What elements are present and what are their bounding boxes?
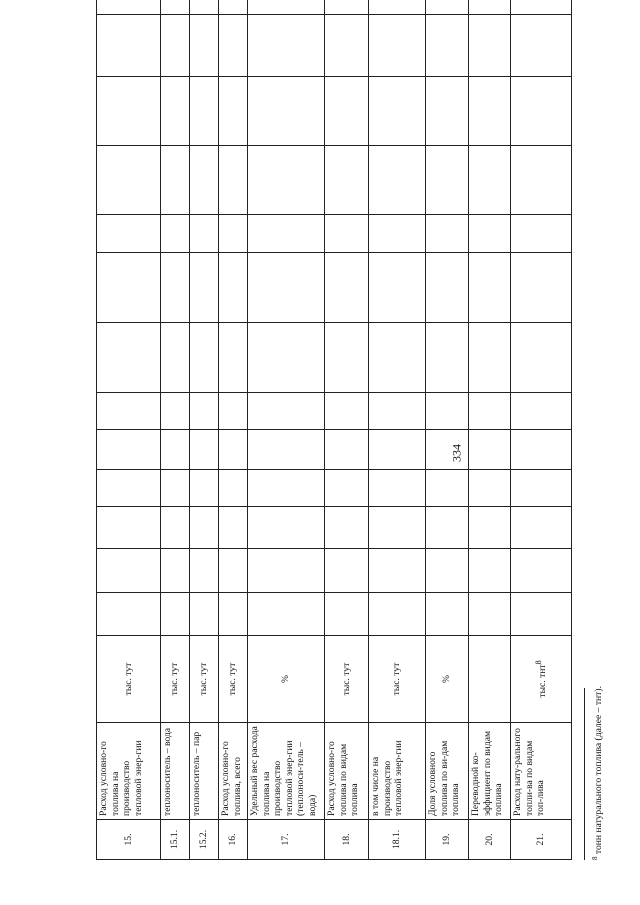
table-row	[325, 0, 369, 860]
row-number: 18.	[325, 820, 369, 860]
empty-value-cell	[161, 253, 190, 323]
empty-value-cell	[248, 146, 325, 215]
table-row	[161, 0, 190, 860]
rotated-page-content	[96, 30, 605, 860]
empty-value-cell	[161, 215, 190, 253]
row-indicator-name: Расход нату-рального топли-ва по видам топ-лива	[511, 723, 572, 820]
footnote	[591, 686, 604, 860]
empty-value-cell	[369, 470, 426, 507]
empty-value-cell	[190, 146, 219, 215]
empty-value-cell	[511, 215, 572, 253]
row-unit	[369, 636, 426, 723]
unit-label: тыс. тут	[391, 662, 403, 696]
empty-value-cell	[325, 470, 369, 507]
empty-value-cell	[219, 215, 248, 253]
empty-value-cell	[369, 215, 426, 253]
empty-value-cell	[219, 593, 248, 636]
empty-value-cell	[97, 323, 161, 393]
empty-value-cell	[325, 146, 369, 215]
empty-value-cell	[97, 393, 161, 430]
row-unit	[248, 636, 325, 723]
empty-value-cell	[97, 470, 161, 507]
empty-value-cell	[161, 323, 190, 393]
empty-value-cell	[369, 507, 426, 549]
empty-value-cell	[325, 253, 369, 323]
empty-value-cell	[219, 549, 248, 593]
empty-value-cell	[325, 215, 369, 253]
empty-value-cell	[190, 507, 219, 549]
empty-value-cell	[161, 146, 190, 215]
row-number: 16.	[219, 820, 248, 860]
empty-value-cell	[469, 0, 511, 15]
empty-value-cell	[469, 15, 511, 77]
fuel-consumption-table	[96, 0, 572, 860]
table-row	[426, 0, 469, 860]
table-row	[190, 0, 219, 860]
empty-value-cell	[219, 15, 248, 77]
empty-value-cell	[190, 393, 219, 430]
unit-label: тыс. тут	[340, 662, 352, 696]
empty-value-cell	[97, 549, 161, 593]
empty-value-cell	[219, 507, 248, 549]
row-indicator-name: Доля условного топлива по ви-дам топлива	[426, 723, 469, 820]
empty-value-cell	[219, 470, 248, 507]
empty-value-cell	[161, 430, 190, 470]
table-body	[97, 0, 572, 860]
empty-value-cell	[469, 323, 511, 393]
empty-value-cell	[511, 15, 572, 77]
empty-value-cell	[469, 215, 511, 253]
unit-label: тыс. тнт	[537, 664, 549, 698]
empty-value-cell	[325, 393, 369, 430]
empty-value-cell	[248, 430, 325, 470]
empty-value-cell	[469, 507, 511, 549]
empty-value-cell	[248, 393, 325, 430]
empty-value-cell	[325, 593, 369, 636]
row-indicator-name: теплоноситель – пар	[190, 723, 219, 820]
empty-value-cell	[426, 0, 469, 15]
row-indicator-name: Расход условно-го топлива, всего	[219, 723, 248, 820]
empty-value-cell	[161, 393, 190, 430]
empty-value-cell	[248, 593, 325, 636]
empty-value-cell	[161, 470, 190, 507]
empty-value-cell	[219, 0, 248, 15]
empty-value-cell	[97, 0, 161, 15]
row-number: 15.1.	[161, 820, 190, 860]
empty-value-cell	[248, 549, 325, 593]
empty-value-cell	[248, 507, 325, 549]
unit-footnote-marker: 8	[534, 660, 544, 665]
empty-value-cell	[369, 77, 426, 146]
empty-value-cell	[190, 77, 219, 146]
empty-value-cell	[97, 215, 161, 253]
empty-value-cell	[426, 593, 469, 636]
empty-value-cell	[219, 430, 248, 470]
unit-label: тыс. тут	[169, 662, 181, 696]
empty-value-cell	[426, 215, 469, 253]
empty-value-cell	[469, 146, 511, 215]
row-number: 19.	[426, 820, 469, 860]
table-row	[219, 0, 248, 860]
empty-value-cell	[219, 146, 248, 215]
empty-value-cell	[190, 0, 219, 15]
empty-value-cell	[426, 15, 469, 77]
unit-label: %	[441, 675, 453, 683]
empty-value-cell	[219, 253, 248, 323]
empty-value-cell	[97, 593, 161, 636]
row-unit	[469, 636, 511, 723]
empty-value-cell	[97, 146, 161, 215]
row-unit	[161, 636, 190, 723]
page-number: 334	[449, 444, 464, 462]
empty-value-cell	[248, 253, 325, 323]
empty-value-cell	[511, 470, 572, 507]
row-unit	[219, 636, 248, 723]
row-number: 20.	[469, 820, 511, 860]
empty-value-cell	[469, 430, 511, 470]
empty-value-cell	[248, 323, 325, 393]
row-indicator-name: Расход условно-го топлива на производство тепловой энер-гии	[97, 723, 161, 820]
row-indicator-name: Удельный вес расхода топлива на производство тепловой энер-гии (теплоноси-тель – вода)	[248, 723, 325, 820]
empty-value-cell	[190, 15, 219, 77]
empty-value-cell	[219, 77, 248, 146]
empty-value-cell	[325, 77, 369, 146]
empty-value-cell	[469, 549, 511, 593]
empty-value-cell	[426, 253, 469, 323]
empty-value-cell	[369, 393, 426, 430]
table-row	[511, 0, 572, 860]
row-number: 21.	[511, 820, 572, 860]
row-indicator-name: в том числе на производство тепловой энер-гии	[369, 723, 426, 820]
empty-value-cell	[426, 470, 469, 507]
table-row	[369, 0, 426, 860]
row-unit	[426, 636, 469, 723]
empty-value-cell	[190, 323, 219, 393]
empty-value-cell	[248, 15, 325, 77]
empty-value-cell	[426, 77, 469, 146]
empty-value-cell	[219, 393, 248, 430]
row-indicator-name: Расход условно-го топлива по видам топлива	[325, 723, 369, 820]
empty-value-cell	[511, 253, 572, 323]
empty-value-cell	[97, 507, 161, 549]
footnote-text: тонн натурального топлива (далее – тнт).	[593, 686, 605, 857]
row-number: 17.	[248, 820, 325, 860]
empty-value-cell	[248, 0, 325, 15]
row-unit	[97, 636, 161, 723]
unit-label: тыс. тут	[227, 662, 239, 696]
unit-label: тыс. тут	[198, 662, 210, 696]
row-number: 15.	[97, 820, 161, 860]
empty-value-cell	[325, 430, 369, 470]
empty-value-cell	[161, 507, 190, 549]
empty-value-cell	[469, 77, 511, 146]
empty-value-cell	[325, 323, 369, 393]
empty-value-cell	[190, 430, 219, 470]
empty-value-cell	[161, 593, 190, 636]
empty-value-cell	[511, 507, 572, 549]
empty-value-cell	[190, 215, 219, 253]
empty-value-cell	[469, 393, 511, 430]
empty-value-cell	[426, 430, 469, 470]
empty-value-cell	[97, 430, 161, 470]
table-row	[248, 0, 325, 860]
row-unit	[190, 636, 219, 723]
footnote-marker: 8	[591, 856, 599, 860]
empty-value-cell	[161, 15, 190, 77]
empty-value-cell	[511, 549, 572, 593]
empty-value-cell	[369, 0, 426, 15]
empty-value-cell	[97, 77, 161, 146]
empty-value-cell	[190, 253, 219, 323]
empty-value-cell	[369, 549, 426, 593]
empty-value-cell	[511, 77, 572, 146]
empty-value-cell	[511, 430, 572, 470]
row-number: 15.2.	[190, 820, 219, 860]
empty-value-cell	[190, 470, 219, 507]
empty-value-cell	[511, 146, 572, 215]
empty-value-cell	[511, 393, 572, 430]
row-unit	[325, 636, 369, 723]
empty-value-cell	[248, 77, 325, 146]
empty-value-cell	[426, 393, 469, 430]
empty-value-cell	[426, 323, 469, 393]
footnote-rule	[584, 688, 585, 860]
empty-value-cell	[248, 215, 325, 253]
table-row	[469, 0, 511, 860]
empty-value-cell	[511, 0, 572, 15]
empty-value-cell	[369, 146, 426, 215]
empty-value-cell	[97, 253, 161, 323]
empty-value-cell	[469, 470, 511, 507]
empty-value-cell	[161, 0, 190, 15]
empty-value-cell	[426, 549, 469, 593]
empty-value-cell	[325, 0, 369, 15]
empty-value-cell	[469, 593, 511, 636]
empty-value-cell	[161, 77, 190, 146]
empty-value-cell	[190, 549, 219, 593]
empty-value-cell	[511, 323, 572, 393]
empty-value-cell	[426, 146, 469, 215]
empty-value-cell	[325, 507, 369, 549]
row-unit	[511, 636, 572, 723]
empty-value-cell	[97, 15, 161, 77]
empty-value-cell	[219, 323, 248, 393]
row-indicator-name: теплоноситель – вода	[161, 723, 190, 820]
empty-value-cell	[248, 470, 325, 507]
row-indicator-name: Переводной ко-эффициент по видам топлива	[469, 723, 511, 820]
empty-value-cell	[190, 593, 219, 636]
empty-value-cell	[511, 593, 572, 636]
empty-value-cell	[426, 507, 469, 549]
table-row	[97, 0, 161, 860]
empty-value-cell	[325, 549, 369, 593]
empty-value-cell	[369, 593, 426, 636]
empty-value-cell	[369, 430, 426, 470]
unit-label: %	[280, 675, 292, 683]
unit-label: тыс. тут	[122, 662, 134, 696]
empty-value-cell	[161, 549, 190, 593]
empty-value-cell	[369, 323, 426, 393]
empty-value-cell	[369, 15, 426, 77]
empty-value-cell	[469, 253, 511, 323]
row-number: 18.1.	[369, 820, 426, 860]
empty-value-cell	[369, 253, 426, 323]
empty-value-cell	[325, 15, 369, 77]
